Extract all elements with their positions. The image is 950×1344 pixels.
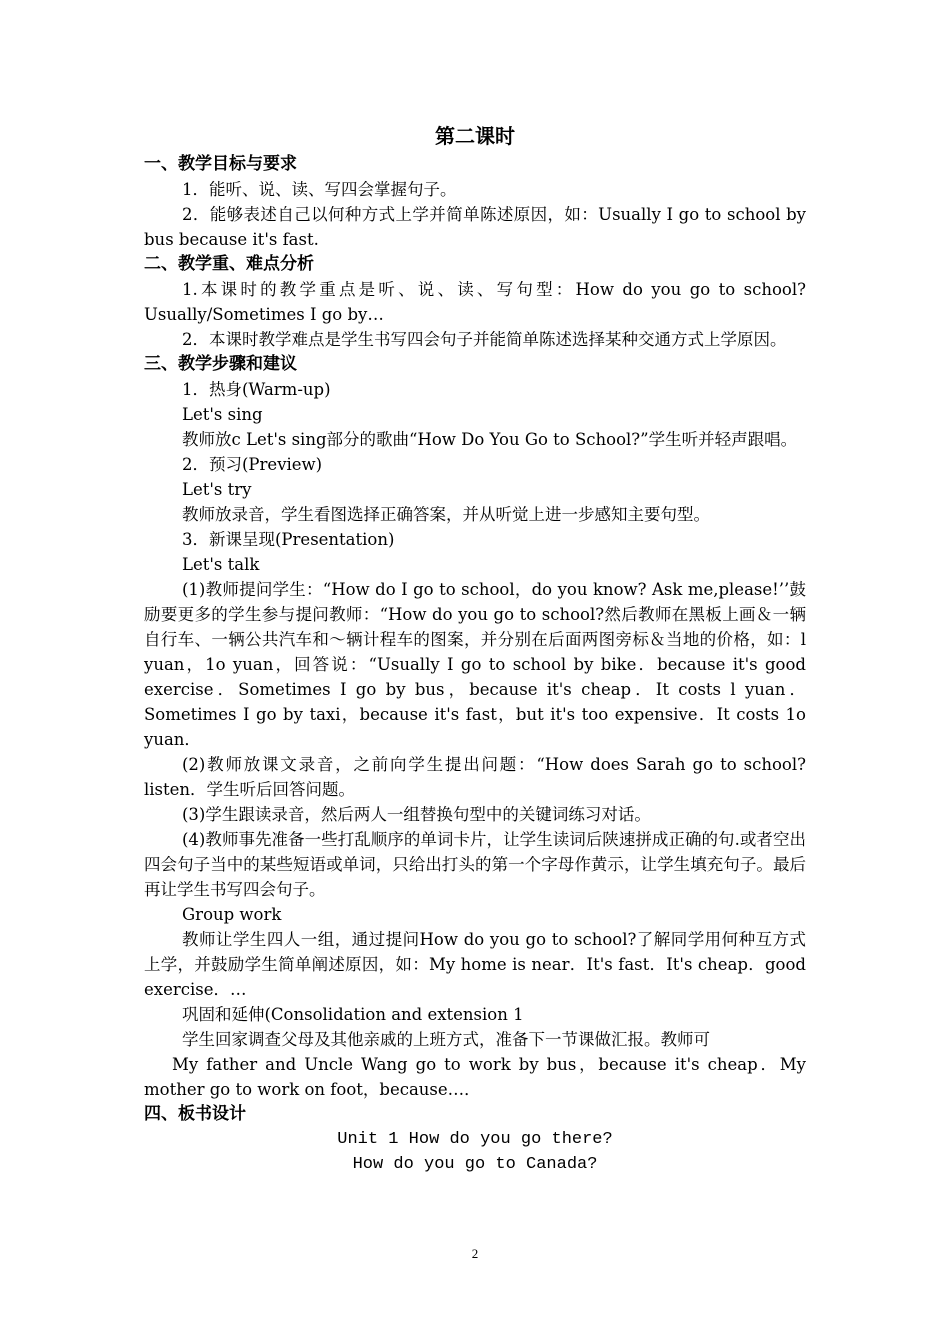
paragraph: (3)学生跟读录音，然后两人一组替换句型中的关键词练习对话。 <box>182 805 651 824</box>
board-line: Unit 1 How do you go there? <box>337 1130 613 1149</box>
activity-label: Let's try <box>182 480 252 499</box>
paragraph: 教师放录音，学生看图选择正确答案，并从听觉上进一步感知主要句型。 <box>182 505 710 524</box>
paragraph: 2．本课时教学难点是学生书写四会句子并能简单陈述选择某种交通方式上学原因。 <box>182 330 787 349</box>
activity-label: 巩固和延伸(Consolidation and extension 1 <box>182 1005 524 1024</box>
paragraph: 教师放c Let's sing部分的歌曲“How Do You Go to School?”学生听并轻声跟唱。 <box>182 430 798 449</box>
lesson-title: 第二课时 <box>435 124 515 148</box>
paragraph: (1)教师提问学生：“How do I go to school，do you know? Ask me,please!’’鼓励要更多的学生参与提问教师：“How do you go to school?然后教师在黑板上画＆一辆自行车、一辆公共汽车和～辆计程车的图案，并分别在后面两图旁标＆当地的价格，如：l yuan，1o yuan，回答说：“Usually I go to school by bike．because it's good exercise．Sometimes I go by bus，because it's cheap．It costs l yuan．Sometimes I go by taxi，because it's fast，but it's too expensive．It costs 1o yuan． <box>144 580 806 749</box>
paragraph: 1.本课时的教学重点是听、说、读、写句型：How do you go to school? Usually/Sometimes I go by… <box>144 280 806 324</box>
step-heading: 2．预习(Preview) <box>182 455 323 474</box>
paragraph: (4)教师事先准备一些打乱顺序的单词卡片，让学生读词后陕速拼成正确的句.或者空出四会句子当中的某些短语或单词，只给出打头的第一个字母作黄示，让学生填充句子。最后再让学生书写四会句子。 <box>144 830 806 899</box>
activity-label: Group work <box>182 905 282 924</box>
activity-label: Let's sing <box>182 405 263 424</box>
board-line: How do you go to Canada? <box>352 1155 598 1174</box>
section-3-heading: 三、教学步骤和建议 <box>144 354 297 374</box>
page-number: 2 <box>471 1246 479 1261</box>
paragraph: 教师让学生四人一组，通过提问How do you go to school?了解同学用何种互方式上学，并鼓励学生简单阐述原因，如：My home is near．It's fast．It's cheap．good exercise．… <box>144 930 806 999</box>
paragraph: (2)教师放课文录音，之前向学生提出问题：“How does Sarah go to school? listen．学生听后回答问题。 <box>144 755 806 799</box>
paragraph: 学生回家调查父母及其他亲戚的上班方式，准备下一节课做汇报。教师可 <box>182 1030 710 1049</box>
section-2-heading: 二、教学重、难点分析 <box>144 254 314 274</box>
paragraph: My father and Uncle Wang go to work by bus，because it's cheap．My mother go to work on foot，because…． <box>144 1055 806 1099</box>
paragraph: 1．能听、说、读、写四会掌握句子。 <box>182 180 457 199</box>
step-heading: 1．热身(Warm-up) <box>182 380 331 399</box>
step-heading: 3．新课呈现(Presentation) <box>182 530 395 549</box>
document-page <box>144 118 806 1177</box>
paragraph: 2．能够表述自己以何种方式上学并简单陈述原因，如：Usually I go to school by bus because it's fast. <box>144 205 806 249</box>
section-4-heading: 四、板书设计 <box>144 1104 246 1124</box>
activity-label: Let's talk <box>182 555 260 574</box>
section-1-heading: 一、教学目标与要求 <box>144 154 297 174</box>
